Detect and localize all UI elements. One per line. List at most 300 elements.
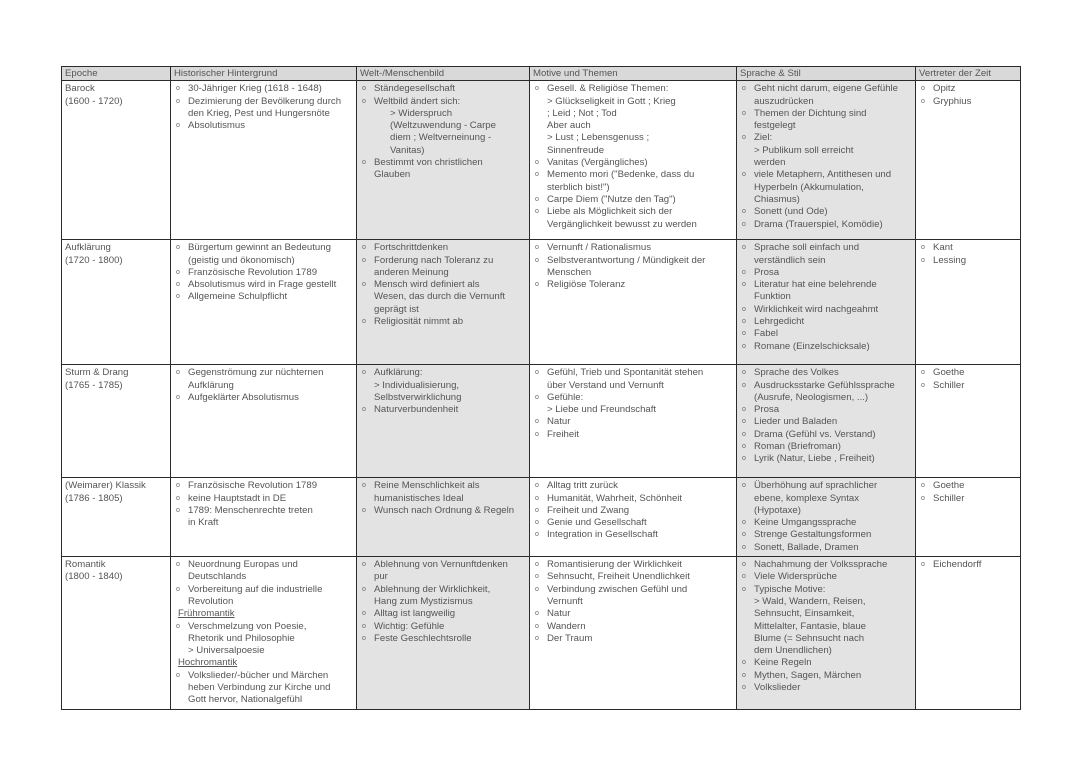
list-item <box>533 559 733 571</box>
language-style-cell <box>737 81 916 240</box>
list-item <box>740 571 912 583</box>
list-item <box>919 255 1017 267</box>
item-text: > Widerspruch (Weltzuwendung - Carpe diem ; Weltverneinung - Vanitas) <box>390 107 496 156</box>
item-text: Schiller <box>933 492 965 504</box>
item-text: Absolutismus wird in Frage gestellt <box>188 279 337 291</box>
item-text: Mythen, Sagen, Märchen <box>754 669 862 681</box>
list-item <box>174 608 353 620</box>
list-item <box>360 404 526 416</box>
bullet-list <box>360 480 526 517</box>
item-text: Eichendorff <box>933 559 982 571</box>
bullet-icon: o <box>362 244 366 252</box>
list-item <box>740 341 912 353</box>
bullet-icon: o <box>362 85 366 93</box>
list-item <box>533 529 733 541</box>
list-item <box>919 380 1017 392</box>
item-text: Lehrgedicht <box>754 316 805 328</box>
bullet-icon: o <box>742 455 746 463</box>
item-text: Literatur hat eine belehrende Funktion <box>754 279 877 303</box>
item-text: Themen der Dichtung sind festgelegt <box>754 107 867 132</box>
item-text: Liebe als Möglichkeit sich der Vergänglichkeit bewusst zu werden <box>547 206 697 230</box>
list-item <box>360 621 526 633</box>
motifs-themes-cell <box>530 557 737 710</box>
bullet-icon: o <box>742 561 746 569</box>
item-text: Bürgertum gewinnt an Bedeutung (geistig und ökonomisch) <box>188 242 331 266</box>
item-text: Absolutismus <box>188 120 246 132</box>
list-item <box>174 584 353 609</box>
motifs-themes-cell <box>530 478 737 557</box>
bullet-list <box>533 83 733 231</box>
list-item <box>533 206 733 231</box>
item-text: Wichtig: Gefühle <box>374 620 445 632</box>
item-text: Verbindung zwischen Gefühl und Vernunft <box>547 583 688 607</box>
item-text: Carpe Diem ("Nutze den Tag") <box>547 193 676 205</box>
bullet-icon: o <box>742 318 746 326</box>
list-item <box>533 392 733 417</box>
bullet-icon: o <box>535 634 539 642</box>
item-text: Keine Regeln <box>754 657 812 669</box>
item-text: 30-Jähriger Krieg (1618 - 1648) <box>188 83 322 95</box>
bullet-icon: o <box>742 418 746 426</box>
item-text: Sonett (und Ode) <box>754 206 828 218</box>
table-row <box>62 81 1021 240</box>
bullet-list <box>174 480 353 529</box>
list-item <box>740 83 912 108</box>
item-text: Dezimierung der Bevölkerung durch den Krieg, Pest und Hungersnöte <box>188 95 342 119</box>
list-item <box>740 279 912 304</box>
item-text: Bestimmt von christlichen Glauben <box>374 157 483 181</box>
epoch-label: Romantik (1800 - 1840) <box>65 559 123 583</box>
bullet-list <box>919 559 1017 571</box>
item-text: Opitz <box>933 83 956 95</box>
item-text: Sprache des Volkes <box>754 367 839 379</box>
list-item <box>360 633 526 645</box>
bullet-icon: o <box>742 519 746 527</box>
item-text: Alltag ist langweilig <box>374 608 456 620</box>
representatives-cell <box>916 240 1021 365</box>
epoch-label: Sturm & Drang (1765 - 1785) <box>65 367 129 391</box>
bullet-list <box>740 367 912 465</box>
list-item <box>174 279 353 291</box>
bullet-icon: o <box>176 244 180 252</box>
historical-background-cell <box>171 81 357 240</box>
table-body <box>62 81 1021 709</box>
list-item <box>740 404 912 416</box>
bullet-icon: o <box>535 494 539 502</box>
bullet-icon: o <box>535 85 539 93</box>
list-item <box>174 267 353 279</box>
bullet-icon: o <box>535 561 539 569</box>
bullet-list <box>740 559 912 694</box>
list-item <box>174 670 353 707</box>
item-text: Volkslieder <box>754 682 801 694</box>
bullet-list <box>174 83 353 132</box>
bullet-icon: o <box>535 585 539 593</box>
bullet-icon: o <box>535 159 539 167</box>
item-text: keine Hauptstadt in DE <box>188 492 287 504</box>
item-text: Lyrik (Natur, Liebe , Freiheit) <box>754 453 875 465</box>
bullet-icon: o <box>176 293 180 301</box>
bullet-icon: o <box>535 256 539 264</box>
list-item <box>360 255 526 280</box>
item-text: Humanität, Wahrheit, Schönheit <box>547 492 683 504</box>
bullet-icon: o <box>535 369 539 377</box>
item-text: Forderung nach Toleranz zu anderen Meinung <box>374 254 494 278</box>
item-text: Wirklichkeit wird nachgeahmt <box>754 303 879 315</box>
bullet-icon: o <box>362 482 366 490</box>
epoch-label: Barock (1600 - 1720) <box>65 83 123 107</box>
bullet-icon: o <box>742 109 746 117</box>
bullet-icon: o <box>742 244 746 252</box>
bullet-icon: o <box>742 208 746 216</box>
item-text: Romane (Einzelschicksale) <box>754 340 870 352</box>
item-text: Wandern <box>547 620 586 632</box>
list-item <box>740 657 912 669</box>
list-item <box>740 108 912 133</box>
bullet-icon: o <box>921 381 925 389</box>
bullet-icon: o <box>742 281 746 289</box>
item-text: Selbstverantwortung / Mündigkeit der Menschen <box>547 254 706 278</box>
representatives-cell <box>916 557 1021 710</box>
section-heading: Hochromantik <box>178 657 238 669</box>
list-item <box>919 480 1017 492</box>
item-text: Drama (Trauerspiel, Komödie) <box>754 218 883 230</box>
bullet-list <box>533 559 733 645</box>
list-item <box>174 96 353 121</box>
item-text: Feste Geschlechtsrolle <box>374 632 472 644</box>
bullet-icon: o <box>362 159 366 167</box>
item-text: Naturverbundenheit <box>374 404 459 416</box>
list-item <box>740 441 912 453</box>
item-text: Ablehnung von Vernunftdenken pur <box>374 559 508 583</box>
list-item <box>533 83 733 157</box>
bullet-icon: o <box>176 506 180 514</box>
bullet-icon: o <box>742 342 746 350</box>
bullet-icon: o <box>362 281 366 289</box>
epoch-label: (Weimarer) Klassik (1786 - 1805) <box>65 480 146 504</box>
list-item <box>360 367 526 404</box>
item-text: Aufklärung: > Individualisierung, Selbstverwirklichung <box>374 367 462 403</box>
list-item <box>360 480 526 505</box>
list-item <box>533 633 733 645</box>
bullet-list <box>740 242 912 353</box>
item-text: Freiheit <box>547 428 579 440</box>
list-item <box>360 242 526 254</box>
representatives-cell <box>916 81 1021 240</box>
list-item <box>740 380 912 405</box>
item-text: Alltag tritt zurück <box>547 480 618 492</box>
bullet-icon: o <box>921 482 925 490</box>
item-text: Freiheit und Zwang <box>547 504 630 516</box>
bullet-icon: o <box>742 305 746 313</box>
list-item <box>174 505 353 530</box>
bullet-icon: o <box>742 406 746 414</box>
epoch-cell <box>62 240 171 365</box>
list-item <box>360 157 526 182</box>
item-text: Prosa <box>754 266 780 278</box>
representatives-cell <box>916 478 1021 557</box>
list-item <box>360 279 526 316</box>
bullet-icon: o <box>742 659 746 667</box>
list-item <box>533 621 733 633</box>
bullet-icon: o <box>362 369 366 377</box>
item-text: Goethe <box>933 480 965 492</box>
item-text: Gryphius <box>933 95 972 107</box>
list-item <box>740 559 912 571</box>
header-epoch: Epoche <box>62 67 171 81</box>
item-text: Überhöhung auf sprachlicher ebene, komplexe Syntax (Hypotaxe) <box>754 480 878 516</box>
bullet-icon: o <box>535 573 539 581</box>
bullet-icon: o <box>921 85 925 93</box>
epoch-cell <box>62 81 171 240</box>
bullet-list <box>919 480 1017 505</box>
item-text: Gefühle: > Liebe und Freundschaft <box>547 391 657 416</box>
list-item <box>174 559 353 584</box>
bullet-icon: o <box>176 122 180 130</box>
header-row <box>62 67 1021 81</box>
bullet-icon: o <box>362 610 366 618</box>
bullet-icon: o <box>742 585 746 593</box>
bullet-list <box>533 242 733 291</box>
item-text: Nachahmung der Volkssprache <box>754 559 888 571</box>
bullet-icon: o <box>921 97 925 105</box>
list-item <box>174 392 353 404</box>
bullet-icon: o <box>535 418 539 426</box>
bullet-icon: o <box>742 671 746 679</box>
bullet-icon: o <box>921 256 925 264</box>
item-text: Lessing <box>933 254 967 266</box>
world-view-cell <box>357 81 530 240</box>
list-item <box>174 83 353 95</box>
world-view-cell <box>357 478 530 557</box>
item-text: Roman (Briefroman) <box>754 441 841 453</box>
table-row <box>62 240 1021 365</box>
bullet-icon: o <box>535 482 539 490</box>
epochs-table <box>61 66 1021 710</box>
item-text: Lieder und Baladen <box>754 416 838 428</box>
table-row <box>62 478 1021 557</box>
section-heading: Frühromantik <box>178 608 235 620</box>
list-item <box>533 279 733 291</box>
language-style-cell <box>737 365 916 478</box>
item-text: Ausdrucksstarke Gefühlssprache (Ausrufe, Neologismen, ...) <box>754 379 895 403</box>
header-language-style: Sprache & Stil <box>737 67 916 81</box>
table-row <box>62 365 1021 478</box>
bullet-icon: o <box>535 519 539 527</box>
list-item <box>533 157 733 169</box>
bullet-icon: o <box>535 506 539 514</box>
bullet-icon: o <box>176 369 180 377</box>
item-text: Der Traum <box>547 632 593 644</box>
list-item <box>740 517 912 529</box>
bullet-icon: o <box>362 585 366 593</box>
historical-background-cell <box>171 240 357 365</box>
world-view-cell <box>357 557 530 710</box>
item-text: Gesell. & Religiöse Themen: > Glückseligkeit in Gott ; Krieg ; Leid ; Not ; Tod Aber auch > Lust ; Lebensgenuss ; Sinnenfreude <box>547 83 676 156</box>
header-representatives: Vertreter der Zeit <box>916 67 1021 81</box>
list-item <box>740 682 912 694</box>
item-text: Sonett, Ballade, Dramen <box>754 541 859 553</box>
list-item <box>360 316 526 328</box>
list-item <box>740 328 912 340</box>
bullet-icon: o <box>535 531 539 539</box>
list-item <box>533 505 733 517</box>
item-text: Französische Revolution 1789 <box>188 480 318 492</box>
language-style-cell <box>737 240 916 365</box>
bullet-icon: o <box>362 622 366 630</box>
motifs-themes-cell <box>530 81 737 240</box>
language-style-cell <box>737 478 916 557</box>
item-text: Natur <box>547 416 571 428</box>
item-text: Aufgeklärter Absolutismus <box>188 391 299 403</box>
bullet-icon: o <box>742 684 746 692</box>
bullet-list <box>533 480 733 541</box>
item-text: Goethe <box>933 367 965 379</box>
list-item <box>740 429 912 441</box>
bullet-icon: o <box>921 244 925 252</box>
bullet-icon: o <box>176 85 180 93</box>
bullet-icon: o <box>742 330 746 338</box>
item-text: Romantisierung der Wirklichkeit <box>547 559 682 571</box>
list-item <box>740 416 912 428</box>
list-item <box>919 96 1017 108</box>
bullet-icon: o <box>362 97 366 105</box>
list-item <box>174 621 353 658</box>
list-item <box>360 505 526 517</box>
item-text: Natur <box>547 608 571 620</box>
list-item <box>533 571 733 583</box>
item-text: Verschmelzung von Poesie, Rhetorik und Philosophie > Universalpoesie <box>188 620 307 657</box>
bullet-icon: o <box>362 256 366 264</box>
list-item <box>174 291 353 303</box>
item-text: Sprache soll einfach und verständlich sein <box>754 242 860 266</box>
list-item <box>360 96 526 108</box>
bullet-icon: o <box>535 430 539 438</box>
item-text: Drama (Gefühl vs. Verstand) <box>754 428 876 440</box>
bullet-icon: o <box>921 369 925 377</box>
bullet-icon: o <box>362 406 366 414</box>
world-view-cell <box>357 365 530 478</box>
bullet-icon: o <box>535 208 539 216</box>
item-text: Volkslieder/-bücher und Märchen heben Verbindung zur Kirche und Gott hervor, Nationalgefühl <box>188 669 331 706</box>
item-text: Weltbild ändert sich: <box>374 95 461 107</box>
bullet-icon: o <box>742 443 746 451</box>
list-item <box>533 255 733 280</box>
item-text: Neuordnung Europas und Deutschlands <box>188 559 298 583</box>
item-text: Vanitas (Vergängliches) <box>547 157 648 169</box>
bullet-icon: o <box>535 244 539 252</box>
bullet-icon: o <box>176 268 180 276</box>
bullet-icon: o <box>176 97 180 105</box>
list-item <box>174 493 353 505</box>
item-text: Strenge Gestaltungsformen <box>754 529 872 541</box>
list-item <box>740 316 912 328</box>
item-text: Viele Widersprüche <box>754 571 838 583</box>
bullet-list <box>919 83 1017 108</box>
bullet-icon: o <box>176 494 180 502</box>
item-text: Wunsch nach Ordnung & Regeln <box>374 504 515 516</box>
list-item <box>740 542 912 554</box>
list-item <box>740 219 912 231</box>
list-item <box>360 584 526 609</box>
item-text: viele Metaphern, Antithesen und Hyperbeln (Akkumulation, Chiasmus) <box>754 169 892 205</box>
bullet-list <box>174 367 353 404</box>
item-text: Vorbereitung auf die industrielle Revolution <box>188 583 323 607</box>
bullet-icon: o <box>535 610 539 618</box>
item-text: Fabel <box>754 328 778 340</box>
list-item <box>919 559 1017 571</box>
list-item <box>740 367 912 379</box>
bullet-icon: o <box>742 482 746 490</box>
bullet-list <box>919 242 1017 267</box>
bullet-icon: o <box>362 561 366 569</box>
list-item <box>740 670 912 682</box>
bullet-icon: o <box>535 622 539 630</box>
list-item <box>174 367 353 392</box>
list-item <box>740 584 912 658</box>
bullet-icon: o <box>362 634 366 642</box>
list-item <box>360 108 526 157</box>
list-item <box>174 120 353 132</box>
bullet-icon: o <box>176 561 180 569</box>
motifs-themes-cell <box>530 240 737 365</box>
list-item <box>533 194 733 206</box>
bullet-icon: o <box>362 318 366 326</box>
bullet-icon: o <box>742 268 746 276</box>
list-item <box>740 453 912 465</box>
bullet-icon: o <box>921 494 925 502</box>
list-item <box>360 559 526 584</box>
item-text: Religiöse Toleranz <box>547 279 626 291</box>
item-text: 1789: Menschenrechte treten in Kraft <box>188 504 313 529</box>
bullet-icon: o <box>176 281 180 289</box>
list-item <box>740 206 912 218</box>
item-text: Gefühl, Trieb und Spontanität stehen über Verstand und Vernunft <box>547 367 704 391</box>
item-text: Schiller <box>933 379 965 391</box>
list-item <box>740 304 912 316</box>
world-view-cell <box>357 240 530 365</box>
bullet-icon: o <box>742 381 746 389</box>
item-text: Ständegesellschaft <box>374 83 456 95</box>
list-item <box>740 480 912 517</box>
bullet-icon: o <box>921 561 925 569</box>
item-text: Prosa <box>754 404 780 416</box>
list-item <box>919 367 1017 379</box>
epoch-cell <box>62 557 171 710</box>
list-item <box>919 242 1017 254</box>
bullet-icon: o <box>535 195 539 203</box>
list-item <box>533 608 733 620</box>
bullet-icon: o <box>742 543 746 551</box>
header-historical-background: Historischer Hintergrund <box>171 67 357 81</box>
list-item <box>533 493 733 505</box>
table-row <box>62 557 1021 710</box>
bullet-icon: o <box>535 393 539 401</box>
historical-background-cell <box>171 478 357 557</box>
item-text: Ziel: > Publikum soll erreicht werden <box>754 132 854 169</box>
item-text: Reine Menschlichkeit als humanistisches Ideal <box>374 480 480 504</box>
list-item <box>360 83 526 95</box>
list-item <box>740 132 912 169</box>
list-item <box>174 480 353 492</box>
item-text: Keine Umgangssprache <box>754 517 857 529</box>
list-item <box>533 517 733 529</box>
epoch-label: Aufklärung (1720 - 1800) <box>65 242 123 266</box>
bullet-list <box>360 242 526 328</box>
bullet-icon: o <box>176 622 180 630</box>
list-item <box>533 584 733 609</box>
bullet-icon: o <box>742 573 746 581</box>
